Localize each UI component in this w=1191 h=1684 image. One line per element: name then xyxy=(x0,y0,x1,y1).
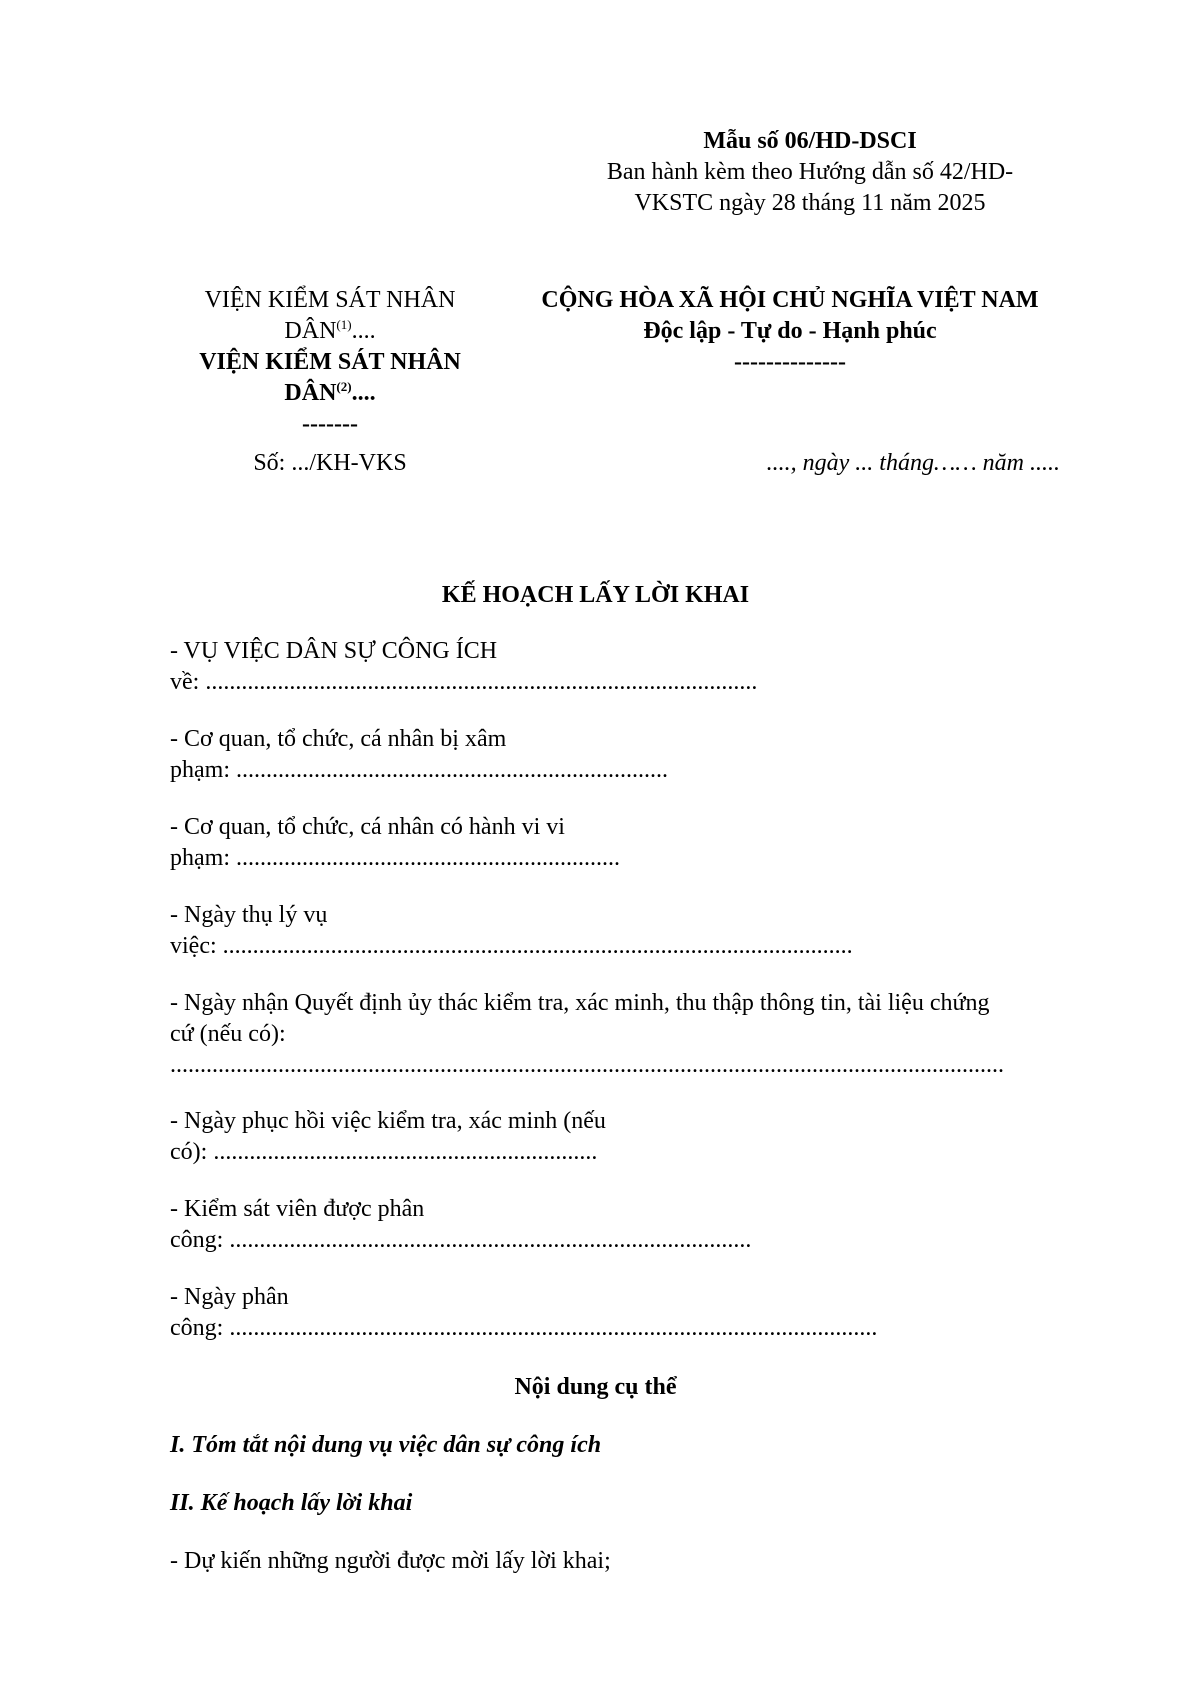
footnote-ref-1: (1) xyxy=(336,317,352,332)
field-infringed-party: - Cơ quan, tổ chức, cá nhân bị xâm phạm: ........................................................................ xyxy=(170,726,668,783)
form-issued-line1: Ban hành kèm theo Hướng dẫn số 42/HD- xyxy=(606,159,1014,185)
agency-block xyxy=(170,285,490,440)
field-assignment-date: - Ngày phân công: ............................................................................................................ xyxy=(170,1284,878,1341)
agency-line1: VIỆN KIỂM SÁT NHÂN xyxy=(204,287,456,313)
national-divider: -------------- xyxy=(734,349,846,375)
field-violating-party: - Cơ quan, tổ chức, cá nhân có hành vi vi phạm: ................................................................ xyxy=(170,814,620,871)
agency-divider: ------- xyxy=(302,411,358,437)
form-number: Mẫu số 06/HD-DSCI xyxy=(703,128,917,154)
field-acceptance-date: - Ngày thụ lý vụ việc: ......................................................................................................... xyxy=(170,902,853,959)
field-case-subject: - VỤ VIỆC DÂN SỰ CÔNG ÍCH về: ............................................................................................ xyxy=(170,638,758,695)
field-resumption-date: - Ngày phục hồi việc kiểm tra, xác minh (nếu có): ................................................................ xyxy=(170,1108,606,1165)
agency-line3: VIỆN KIỂM SÁT NHÂN xyxy=(199,349,461,375)
footnote-ref-2: (2) xyxy=(336,379,352,394)
field-delegation-date: - Ngày nhận Quyết định ủy thác kiểm tra, xác minh, thu thập thông tin, tài liệu chứng cứ (nếu có): ........................................................................................................................................... xyxy=(170,990,1004,1078)
date-line: ...., ngày ... tháng…… năm ..... xyxy=(766,450,1060,476)
form-header xyxy=(590,126,1030,219)
agency-line4: DÂN$^{(2)}$.... xyxy=(284,379,376,406)
form-issued-line2: VKSTC ngày 28 tháng 11 năm 2025 xyxy=(634,190,986,216)
document-title: KẾ HOẠCH LẤY LỜI KHAI xyxy=(441,582,750,608)
field-assigned-prosecutor: - Kiểm sát viên được phân công: ....................................................................................... xyxy=(170,1196,752,1253)
national-motto: Độc lập - Tự do - Hạnh phúc xyxy=(643,318,937,344)
bullet-witnesses: - Dự kiến những người được mời lấy lời khai; xyxy=(170,1548,611,1574)
section-2-heading: II. Kế hoạch lấy lời khai xyxy=(170,1490,413,1516)
section-1-heading: I. Tóm tắt nội dung vụ việc dân sự công ích xyxy=(170,1432,602,1458)
agency-line2: DÂN$^{(1)}$.... xyxy=(284,317,376,344)
national-block xyxy=(510,285,1070,378)
document-number: Số: .../KH-VKS xyxy=(253,450,407,476)
national-title: CỘNG HÒA XÃ HỘI CHỦ NGHĨA VIỆT NAM xyxy=(541,287,1039,313)
content-heading: Nội dung cụ thể xyxy=(514,1374,677,1400)
